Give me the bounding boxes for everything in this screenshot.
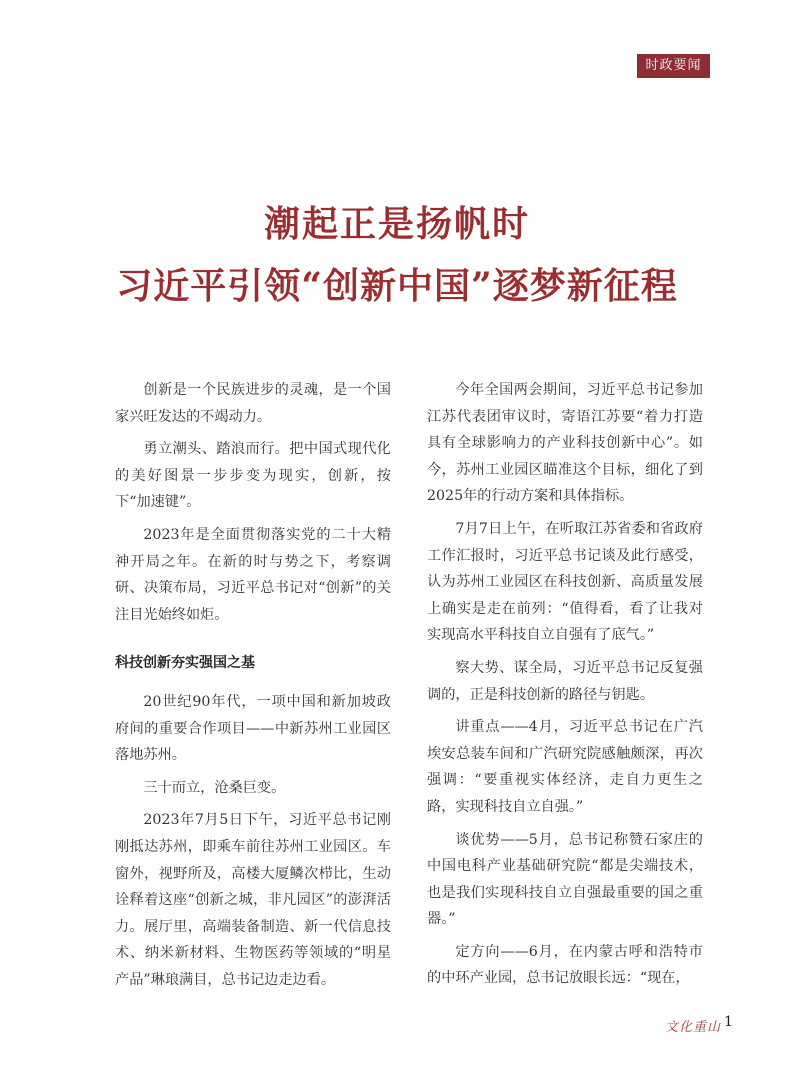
- paragraph: 察大势、谋全局，习近平总书记反复强调的，正是科技创新的路径与钥匙。: [427, 659, 703, 703]
- paragraph: 7月7日上午，在听取江苏省委和省政府工作汇报时，习近平总书记谈及此行感受，认为苏州工业园区在科技创新、高质量发展上确实是走在前列：“值得看，看了让我对实现高水平科技自立自强有了底气。”: [427, 520, 703, 644]
- paragraph: 定方向——6月，在内蒙古呼和浩特市的中环产业园，总书记放眼长远：“现在，: [427, 943, 703, 987]
- paragraph: 20世纪90年代，一项中国和新加坡政府间的重要合作项目——中新苏州工业园区落地苏州。: [115, 693, 391, 764]
- section-tag: 时政要闻: [637, 54, 710, 78]
- right-column: [427, 377, 703, 998]
- footer-brand-logo: 文化重山: [665, 1020, 722, 1035]
- paragraph: 勇立潮头、踏浪而行。把中国式现代化的美好图景一步步变为现实，创新，按下“加速键”。: [115, 441, 391, 511]
- paragraph: 2023年是全面贯彻落实党的二十大精神开局之年。在新的时与势之下，考察调研、决策布局，习近平总书记对“创新”的关注目光始终如炬。: [115, 526, 391, 623]
- paragraph: 创新是一个民族进步的灵魂，是一个国家兴旺发达的不竭动力。: [115, 382, 391, 425]
- title-line-1: 潮起正是扬帆时: [263, 203, 530, 245]
- left-column: [115, 377, 391, 999]
- article-title: [0, 196, 794, 314]
- title-line-2: 习近平引领“创新中国”逐梦新征程: [116, 265, 678, 307]
- paragraph: 讲重点——4月，习近平总书记在广汽埃安总装车间和广汽研究院感触颇深，再次强调：“要重视实体经济，走自力更生之路，实现科技自立自强。”: [427, 719, 703, 815]
- paragraph: 三十而立，沧桑巨变。: [143, 779, 286, 796]
- paragraph: 今年全国两会期间，习近平总书记参加江苏代表团审议时，寄语江苏要“着力打造具有全球影响力的产业科技创新中心”。如今，苏州工业园区瞄准这个目标，细化了到2025年的行动方案和具体指标。: [427, 382, 703, 505]
- paragraph: 2023年7月5日下午，习近平总书记刚刚抵达苏州，即乘车前往苏州工业园区。车窗外，视野所及，高楼大厦鳞次栉比，生动诠释着这座“创新之城，非凡园区”的澎湃活力。展厅里，高端装备制造、新一代信息技术、纳米新材料、生物医药等领域的“明星产品”琳琅满目，总书记边走边看。: [115, 812, 391, 988]
- section-heading: 科技创新夯实强国之基: [115, 655, 255, 672]
- paragraph: 谈优势——5月，总书记称赞石家庄的中国电科产业基础研究院“都是尖端技术，也是我们实现科技自立自强最重要的国之重器。”: [427, 831, 703, 928]
- page-number: 1: [724, 1014, 733, 1030]
